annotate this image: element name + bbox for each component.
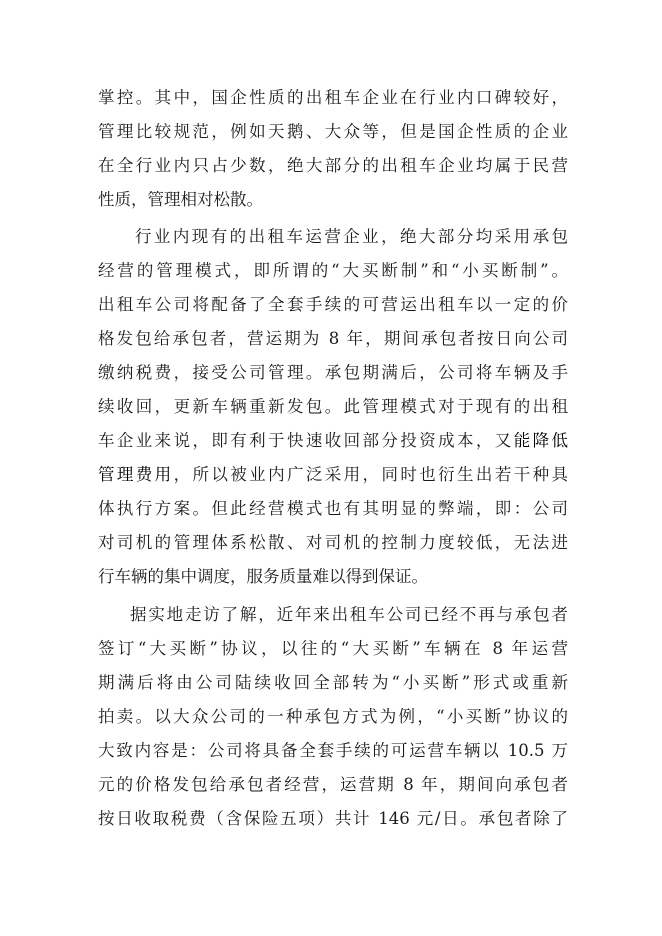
text-line: 掌控。其中，国企性质的出租车企业在行业内口碑较好， — [98, 88, 568, 107]
text-line: 经营的管理模式，即所谓的“大买断制”和“小买断制”。 — [98, 261, 568, 280]
text-segment: 车企业来说，即有利于快速收回部分投资成本，又 — [98, 431, 514, 450]
text-line: 出租车公司将配备了全套手续的可营运出租车以一定的价 — [98, 295, 568, 314]
text-line: 拍卖。以大众公司的一种承包方式为例，“小买断”协议的 — [98, 707, 568, 726]
text-line: 期满后将由公司陆续收回全部转为“小买断”形式或重新 — [98, 673, 568, 692]
paragraph-first-line: 行业内现有的出租车运营企业，绝大部分均采用承包 — [135, 227, 568, 246]
text-segment-sans: 能降低 — [513, 431, 569, 450]
text-line: 体执行方案。但此经营模式也有其明显的弊端，即：公司 — [98, 499, 568, 518]
text-line: 在全行业内只占少数，绝大部分的出租车企业均属于民营 — [98, 156, 568, 175]
text-line: 大致内容是：公司将具备全套手续的可运营车辆以 10.5 万 — [98, 741, 568, 760]
text-line: 续收回，更新车辆重新发包。此管理模式对于现有的出租 — [98, 397, 568, 416]
text-line: 行车辆的集中调度，服务质量难以得到保证。 — [98, 567, 428, 586]
text-line: 签订“大买断”协议，以往的“大买断”车辆在 8 年运营 — [98, 639, 568, 658]
text-line: 对司机的管理体系松散、对司机的控制力度较低，无法进 — [98, 533, 568, 552]
text-line: 按日收取税费（含保险五项）共计 146 元/日。承包者除了 — [98, 809, 568, 828]
text-line: 元的价格发包给承包者经营，运营期 8 年，期间向承包者 — [98, 775, 568, 794]
text-line — [98, 458, 568, 492]
text-segment: ，所以被业内广泛采用，同时也衍生出若干种具 — [173, 465, 569, 484]
text-line — [98, 424, 568, 458]
paragraph-first-line: 据实地走访了解，近年来出租车公司已经不再与承包者 — [130, 605, 568, 624]
text-line: 缴纳税费，接受公司管理。承包期满后，公司将车辆及手 — [98, 363, 568, 382]
text-line: 格发包给承包者，营运期为 8 年，期间承包者按日向公司 — [98, 329, 568, 348]
text-segment-sans: 管理费用 — [98, 465, 174, 484]
text-line: 性质，管理相对松散。 — [98, 190, 263, 209]
text-line: 管理比较规范，例如天鹅、大众等，但是国企性质的企业 — [98, 122, 568, 141]
